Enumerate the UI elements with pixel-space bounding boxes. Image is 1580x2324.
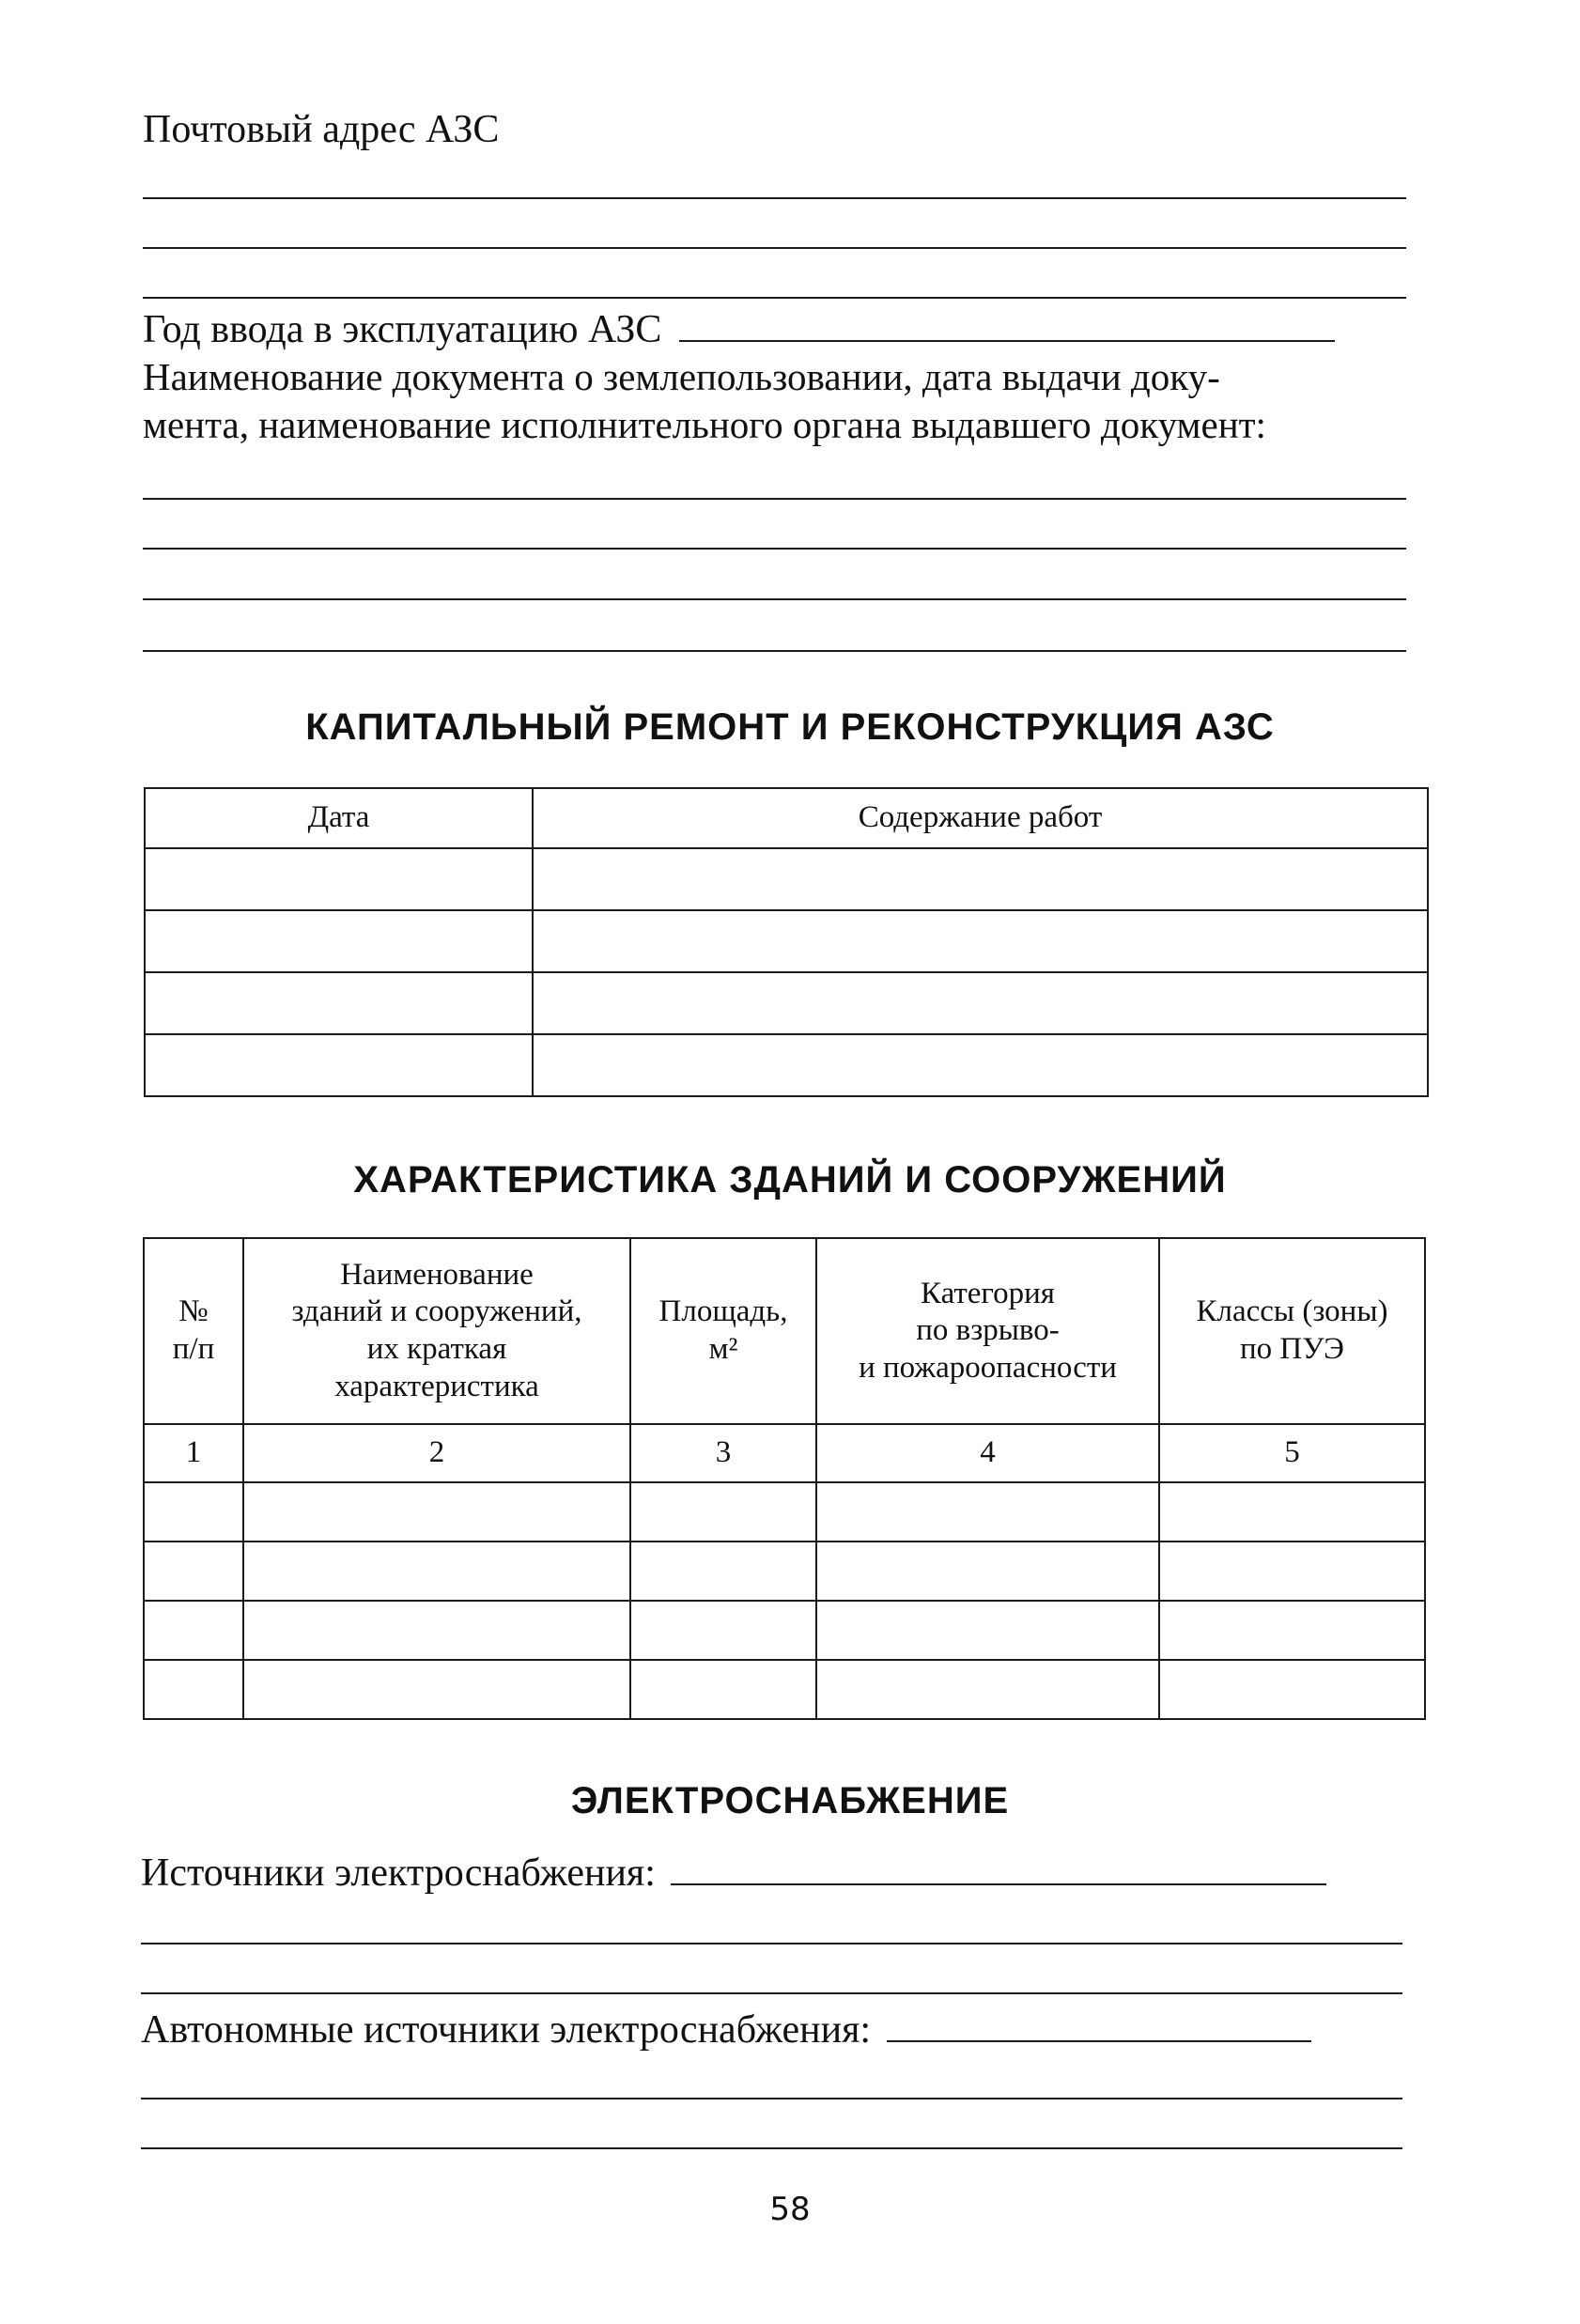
postal-address-line-2[interactable]: [143, 247, 1406, 249]
power-sources-line-1[interactable]: [141, 1943, 1402, 1944]
table-row: [144, 1482, 1425, 1542]
col-area: Площадь, м²: [630, 1238, 816, 1424]
power-sources-row: [141, 1853, 1326, 1893]
commission-year-field[interactable]: [679, 338, 1335, 342]
postal-address-label: Почтовый адрес АЗС: [143, 108, 500, 151]
power-section-title: ЭЛЕКТРОСНАБЖЕНИЕ: [570, 1780, 1010, 1821]
power-sources-field[interactable]: [671, 1882, 1326, 1885]
repair-date-cell[interactable]: [145, 1034, 533, 1096]
table-cell[interactable]: [144, 1660, 243, 1719]
repair-col-works: Содержание работ: [533, 788, 1428, 848]
table-cell[interactable]: [1159, 1601, 1425, 1660]
repair-table-header: [145, 788, 1428, 848]
col-pue-class: Классы (зоны) по ПУЭ: [1159, 1238, 1425, 1424]
col-building-name: Наименование зданий и сооружений, их краткая характеристика: [243, 1238, 630, 1424]
repair-table: [144, 787, 1429, 1097]
autonomous-sources-row: [141, 2010, 1311, 2050]
table-cell[interactable]: [243, 1601, 630, 1660]
land-document-text-line-1: Наименование документа о землепользовании, дата выдачи доку-: [143, 355, 1220, 398]
col-index: 4: [816, 1424, 1159, 1482]
land-document-line-3[interactable]: [143, 598, 1406, 600]
table-row: [144, 1601, 1425, 1660]
table-cell[interactable]: [1159, 1482, 1425, 1542]
table-row: [144, 1660, 1425, 1719]
col-number: № п/п: [144, 1238, 243, 1424]
repair-date-cell[interactable]: [145, 972, 533, 1034]
table-cell[interactable]: [1159, 1660, 1425, 1719]
land-document-text-line-2: мента, наименование исполнительного органа выдавшего документ:: [143, 403, 1266, 446]
page-number: 58: [769, 2191, 811, 2228]
table-cell[interactable]: [816, 1601, 1159, 1660]
table-cell[interactable]: [243, 1660, 630, 1719]
repair-col-date: Дата: [145, 788, 533, 848]
table-cell[interactable]: [816, 1542, 1159, 1601]
repair-date-cell[interactable]: [145, 848, 533, 910]
table-row: [145, 910, 1428, 972]
table-row: [145, 848, 1428, 910]
table-cell[interactable]: [144, 1542, 243, 1601]
table-cell[interactable]: [630, 1660, 816, 1719]
col-index: 1: [144, 1424, 243, 1482]
buildings-section-title: ХАРАКТЕРИСТИКА ЗДАНИЙ И СООРУЖЕНИЙ: [353, 1159, 1227, 1201]
commission-year-label: Год ввода в эксплуатацию АЗС: [143, 308, 662, 351]
repair-works-cell[interactable]: [533, 972, 1428, 1034]
col-index: 3: [630, 1424, 816, 1482]
repair-works-cell[interactable]: [533, 910, 1428, 972]
table-row: [145, 972, 1428, 1034]
land-document-line-4[interactable]: [143, 650, 1406, 652]
repair-works-cell[interactable]: [533, 848, 1428, 910]
autonomous-sources-line-1[interactable]: [141, 2098, 1402, 2099]
column-number-row: [144, 1424, 1425, 1482]
table-cell[interactable]: [1159, 1542, 1425, 1601]
repair-date-cell[interactable]: [145, 910, 533, 972]
autonomous-sources-label: Автономные источники электроснабжения:: [141, 2008, 872, 2052]
autonomous-sources-line-2[interactable]: [141, 2147, 1402, 2149]
col-index: 5: [1159, 1424, 1425, 1482]
buildings-table: [143, 1237, 1426, 1720]
table-cell[interactable]: [243, 1542, 630, 1601]
table-row: [145, 1034, 1428, 1096]
table-row: [144, 1542, 1425, 1601]
autonomous-sources-field[interactable]: [887, 2038, 1311, 2042]
table-cell[interactable]: [816, 1660, 1159, 1719]
land-document-line-2[interactable]: [143, 548, 1406, 550]
repair-section-title: КАПИТАЛЬНЫЙ РЕМОНТ И РЕКОНСТРУКЦИЯ АЗС: [305, 706, 1275, 748]
table-cell[interactable]: [630, 1482, 816, 1542]
repair-works-cell[interactable]: [533, 1034, 1428, 1096]
power-sources-label: Источники электроснабжения:: [141, 1851, 656, 1895]
table-cell[interactable]: [144, 1601, 243, 1660]
postal-address-line-3[interactable]: [143, 297, 1406, 299]
col-index: 2: [243, 1424, 630, 1482]
table-cell[interactable]: [243, 1482, 630, 1542]
postal-address-line-1[interactable]: [143, 197, 1406, 199]
power-sources-line-2[interactable]: [141, 1992, 1402, 1994]
table-cell[interactable]: [816, 1482, 1159, 1542]
buildings-table-header: [144, 1238, 1425, 1424]
table-cell[interactable]: [630, 1542, 816, 1601]
land-document-line-1[interactable]: [143, 498, 1406, 500]
commission-year-row: [143, 310, 1335, 349]
table-cell[interactable]: [630, 1601, 816, 1660]
table-cell[interactable]: [144, 1482, 243, 1542]
col-hazard-category: Категория по взрыво- и пожароопасности: [816, 1238, 1159, 1424]
